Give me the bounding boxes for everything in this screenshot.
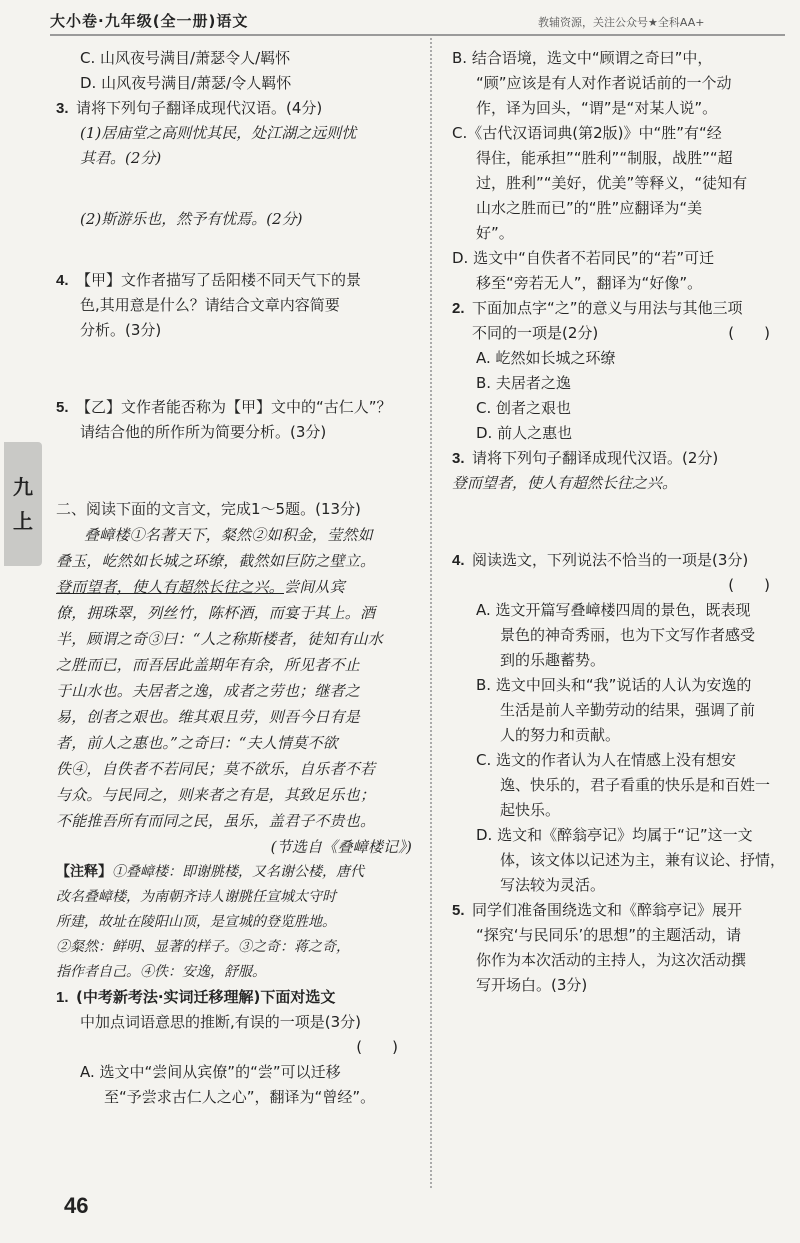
option-d-line: 移至“旁若无人”，翻译为“好像”。 <box>476 274 703 292</box>
question-5 <box>56 395 416 420</box>
q4r-option-b: 生活是前人辛勤劳动的结果，强调了前 <box>500 701 756 719</box>
page-number: 46 <box>64 1193 89 1218</box>
q2-option: B. 夫居者之逸 <box>476 374 571 392</box>
column-divider <box>430 38 432 1188</box>
side-tab-line2: 上 <box>13 509 33 533</box>
q2-option: A. 屹然如长城之环缭 <box>476 349 616 367</box>
passage-line: 与众。与民同之，则来者之有是，其致足乐也； <box>56 786 376 804</box>
question-3-right <box>452 446 788 471</box>
q3-number: 3. <box>56 100 69 117</box>
note-line: 所建，故址在陵阳山顶，是宣城的登览胜地。 <box>56 914 336 930</box>
q2-number: 2. <box>452 300 465 317</box>
q4-number: 4. <box>56 272 69 289</box>
q4-line1: 【甲】文作者描写了岳阳楼不同天气下的景 <box>76 271 362 289</box>
q4r-option-c: C. 选文的作者认为人在情感上没有想安 <box>476 751 737 769</box>
section-2-heading: 二、阅读下面的文言文，完成1～5题。(13分) <box>56 500 361 518</box>
q5-line2: 请结合他的所作所为简要分析。(3分) <box>80 423 327 441</box>
q3r-line1: 请将下列句子翻译成现代汉语。(2分) <box>472 449 719 467</box>
passage-line: 佚④，自佚者不若同民；莫不欲乐，自乐者不若 <box>56 760 376 778</box>
note-line: 改名叠嶂楼，为南朝齐诗人谢朓任宣城太守时 <box>56 889 336 905</box>
q4r-option-c: 逸、快乐的，君子看重的快乐是和百姓一 <box>500 776 771 794</box>
q3-sentence1b: 其君。(2分) <box>80 149 162 167</box>
q3-sentence2: (2)斯游乐也，然予有忧焉。(2分) <box>80 210 303 228</box>
passage-line: 之胜而已，而吾居此盖期年有余，所见者不止 <box>56 656 361 674</box>
q4r-option-d: 写法较为灵活。 <box>500 876 606 894</box>
question-4 <box>56 268 416 293</box>
option-c-line: 好”。 <box>476 224 514 242</box>
passage-line: 易，创者之艰也。维其艰且劳，则吾今日有是 <box>56 708 361 726</box>
q2-line1: 下面加点字“之”的意义与用法与其他三项 <box>472 299 743 317</box>
q4r-option-a: 景色的神奇秀丽，也为下文写作者感受 <box>500 626 756 644</box>
passage-line: 叠玉，屹然如长城之环缭，截然如巨防之壁立。 <box>56 552 376 570</box>
q4r-option-d: 体，该文体以记述为主，兼有议论、抒情， <box>500 851 786 869</box>
q1-answer-blank[interactable]: ( ) <box>356 1038 398 1056</box>
q4r-option-a: A. 选文开篇写叠嶂楼四周的景色，既表现 <box>476 601 751 619</box>
notes-label: 【注释】 <box>56 864 112 880</box>
note-line: 指作者自己。④佚：安逸，舒服。 <box>56 964 266 980</box>
passage-line: 不能推吾所有而同之民，虽乐，盖君子不贵也。 <box>56 812 376 830</box>
q3r-number: 3. <box>452 450 465 467</box>
q4-line2: 色,其用意是什么？请结合文章内容简要 <box>80 296 340 314</box>
passage-line-tail: 尝间从宾 <box>284 578 345 596</box>
option-c: C. 山风夜号满目/萧瑟令人/羁怀 <box>80 49 291 67</box>
option-c-line: 山水之胜而已”的“胜”应翻译为“美 <box>476 199 703 217</box>
annotations <box>56 860 416 985</box>
q2-line2: 不同的一项是(2分) <box>472 324 599 342</box>
q2-option: C. 创者之艰也 <box>476 399 572 417</box>
option-c-line: C.《古代汉语词典(第2版)》中“胜”有“经 <box>452 124 722 142</box>
q5r-line: 你作为本次活动的主持人，为这次活动撰 <box>476 951 747 969</box>
question-1 <box>56 985 416 1010</box>
question-5-right <box>452 898 788 923</box>
q4r-option-b: B. 选文中回头和“我”说话的人认为安逸的 <box>476 676 752 694</box>
passage-line: 叠嶂楼①名著天下，粲然②如积金，莹然如 <box>84 526 373 544</box>
classical-passage <box>56 522 416 860</box>
option-c-line: 过，胜利”“美好，优美”等释义，“徒知有 <box>476 174 748 192</box>
option-b-line: B. 结合语境，选文中“顾谓之奇曰”中， <box>452 49 713 67</box>
passage-line: 半，顾谓之奇③曰：“人之称斯楼者，徒知有山水 <box>56 630 384 648</box>
q5r-line: 写开场白。(3分) <box>476 976 588 994</box>
passage-line: 僚，拥珠翠，列丝竹，陈杯酒，而宴于其上。酒 <box>56 604 376 622</box>
q1-line1: (中考新考法·实词迁移理解)下面对选文 <box>76 988 336 1006</box>
note-line: ①叠嶂楼：即谢朓楼，又名谢公楼，唐代 <box>112 864 364 880</box>
q3-sentence1a: (1)居庙堂之高则忧其民，处江湖之远则忧 <box>80 124 357 142</box>
q3r-sentence: 登而望者，使人有超然长往之兴。 <box>452 474 678 492</box>
q4r-line1: 阅读选文，下列说法不恰当的一项是(3分) <box>472 551 749 569</box>
q4r-number: 4. <box>452 552 465 569</box>
q4r-option-d: D. 选文和《醉翁亭记》均属于“记”这一文 <box>476 826 753 844</box>
q1-option-a1: A. 选文中“尝间从宾僚”的“尝”可以迁移 <box>80 1063 341 1081</box>
q5-number: 5. <box>56 399 69 416</box>
passage-source: (节选自《叠嶂楼记》) <box>270 838 412 856</box>
option-d: D. 山风夜号满目/萧瑟/令人羁怀 <box>80 74 292 92</box>
q5r-line1: 同学们准备围绕选文和《醉翁亭记》展开 <box>472 901 743 919</box>
question-3 <box>56 96 416 121</box>
passage-line: 者，前人之惠也。”之奇曰：“夫人情莫不欲 <box>56 734 338 752</box>
q1-line2: 中加点词语意思的推断,有误的一项是(3分) <box>80 1013 362 1031</box>
option-b-line: 作，译为回头，“谓”是“对某人说”。 <box>476 99 718 117</box>
passage-line: 于山水也。夫居者之逸，成者之劳也；继者之 <box>56 682 361 700</box>
left-column <box>56 46 416 1110</box>
grade-side-tab <box>4 442 42 566</box>
q5-line1: 【乙】文作者能否称为【甲】文中的“古仁人”？ <box>76 398 392 416</box>
q1-option-a2: 至“予尝求古仁人之心”，翻译为“曾经”。 <box>104 1088 376 1106</box>
side-tab-line1: 九 <box>13 475 33 499</box>
passage-underlined-sentence: 登而望者，使人有超然长往之兴。 <box>56 578 285 596</box>
q1-number: 1. <box>56 989 69 1006</box>
passage-line <box>56 574 416 600</box>
option-b-line: “顾”应该是有人对作者说话前的一个动 <box>476 74 732 92</box>
header-promo: 教辅资源，关注公众号★全科AA+ <box>538 16 705 29</box>
header-rule <box>50 34 785 36</box>
option-d-line: D. 选文中“自佚者不若同民”的“若”可迁 <box>452 249 715 267</box>
q2-line2-row <box>452 321 788 346</box>
note-line: ②粲然：鲜明、显著的样子。③之奇：蒋之奇， <box>56 939 350 955</box>
q4-line3: 分析。(3分) <box>80 321 162 339</box>
q4r-option-c: 起快乐。 <box>500 801 561 819</box>
q3-text: 请将下列句子翻译成现代汉语。(4分) <box>76 99 323 117</box>
q2-answer-blank[interactable]: ( ) <box>728 324 770 342</box>
q5r-number: 5. <box>452 902 465 919</box>
q4r-option-b: 人的努力和贡献。 <box>500 726 621 744</box>
header-title: 大小卷·九年级(全一册)语文 <box>50 12 249 30</box>
question-4-right <box>452 548 788 573</box>
q4r-option-a: 到的乐趣蓄势。 <box>500 651 606 669</box>
question-2 <box>452 296 788 321</box>
q2-option: D. 前人之惠也 <box>476 424 573 442</box>
right-column <box>452 46 788 998</box>
q4r-answer-blank[interactable]: ( ) <box>728 576 770 594</box>
q5r-line: “探究‘与民同乐’的思想”的主题活动，请 <box>476 926 742 944</box>
option-c-line: 得住，能承担”“胜利”“制服，战胜”“超 <box>476 149 733 167</box>
